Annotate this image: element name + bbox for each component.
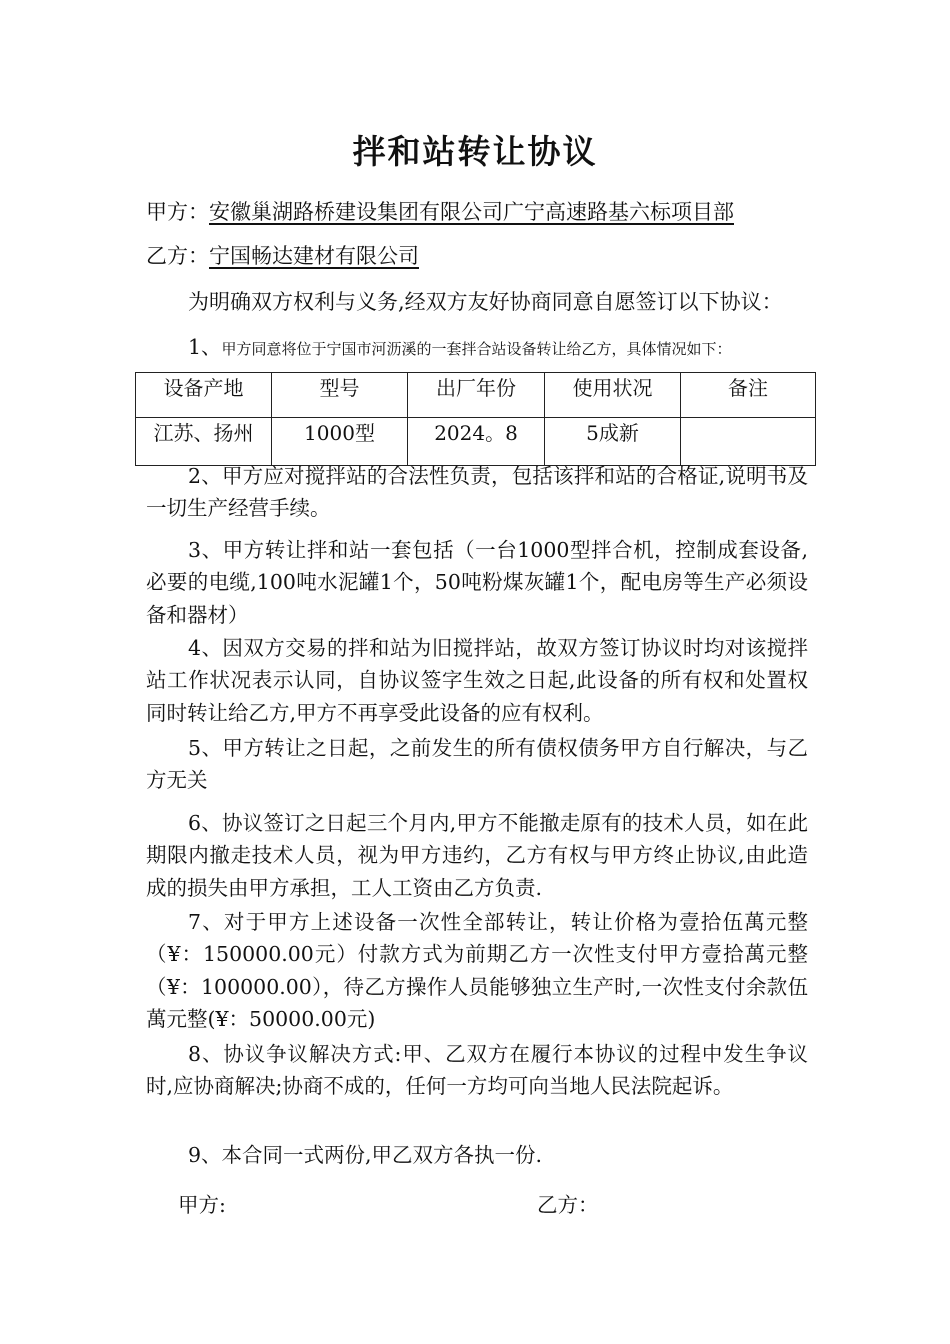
clause-3: 3、甲方转让拌和站一套包括（一台1000型拌合机，控制成套设备,必要的电缆,100吨水泥罐1个，50吨粉煤灰罐1个，配电房等生产必须设备和器材） xyxy=(146,538,808,627)
party-a-name: 安徽巢湖路桥建设集团有限公司广宁高速路基六标项目部 xyxy=(209,200,734,224)
cell-year: 2024。8 xyxy=(408,418,545,466)
cell-remarks xyxy=(681,418,816,466)
clause-7: 7、对于甲方上述设备一次性全部转让，转让价格为壹拾伍萬元整（¥：150000.00元）付款方式为前期乙方一次性支付甲方壹拾萬元整（¥：100000.00），待乙方操作人员能够独立生产时,一次性支付余款伍萬元整(¥：50000.00元) xyxy=(146,910,808,1031)
cell-condition: 5成新 xyxy=(545,418,681,466)
clause-6: 6、协议签订之日起三个月内,甲方不能撤走原有的技术人员，如在此期限内撤走技术人员，视为甲方违约，乙方有权与甲方终止协议,由此造成的损失由甲方承担，工人工资由乙方负责. xyxy=(146,811,808,900)
party-b-label: 乙方： xyxy=(146,244,209,268)
clause-8: 8、协议争议解决方式:甲、乙双方在履行本协议的过程中发生争议时,应协商解决;协商不成的，任何一方均可向当地人民法院起诉。 xyxy=(146,1042,808,1099)
table-row xyxy=(136,418,816,466)
header-year: 出厂年份 xyxy=(408,373,545,418)
equipment-table xyxy=(135,372,816,466)
clause-1-text: 甲方同意将位于宁国市河沥溪的一套拌合站设备转让给乙方，具体情况如下： xyxy=(221,340,732,358)
header-condition: 使用状况 xyxy=(545,373,681,418)
clause-9: 9、本合同一式两份,甲乙双方各执一份. xyxy=(188,1143,543,1167)
clause-5: 5、甲方转让之日起，之前发生的所有债权债务甲方自行解决，与乙方无关 xyxy=(146,736,808,793)
clause-1-number: 1、 xyxy=(188,335,222,359)
cell-model: 1000型 xyxy=(272,418,408,466)
clause-2: 2、甲方应对搅拌站的合法性负责，包括该拌和站的合格证,说明书及一切生产经营手续。 xyxy=(146,464,808,521)
clause-1 xyxy=(146,330,808,360)
signature-party-b: 乙方： xyxy=(537,1193,599,1217)
header-model: 型号 xyxy=(272,373,408,418)
document-title: 拌和站转让协议 xyxy=(352,132,598,171)
header-origin: 设备产地 xyxy=(136,373,272,418)
clause-4: 4、因双方交易的拌和站为旧搅拌站，故双方签订协议时均对该搅拌站工作状况表示认同，自协议签字生效之日起,此设备的所有权和处置权同时转让给乙方,甲方不再享受此设备的应有权利。 xyxy=(146,636,808,725)
cell-origin: 江苏、扬州 xyxy=(136,418,272,466)
party-b-name: 宁国畅达建材有限公司 xyxy=(209,244,419,268)
table-header-row xyxy=(136,373,816,418)
header-remarks: 备注 xyxy=(681,373,816,418)
signature-party-a: 甲方: xyxy=(178,1193,226,1217)
party-b-line xyxy=(146,240,419,270)
party-a-label: 甲方： xyxy=(146,200,209,224)
intro-paragraph: 为明确双方权利与义务,经双方友好协商同意自愿签订以下协议： xyxy=(188,290,783,314)
party-a-line xyxy=(146,196,734,226)
